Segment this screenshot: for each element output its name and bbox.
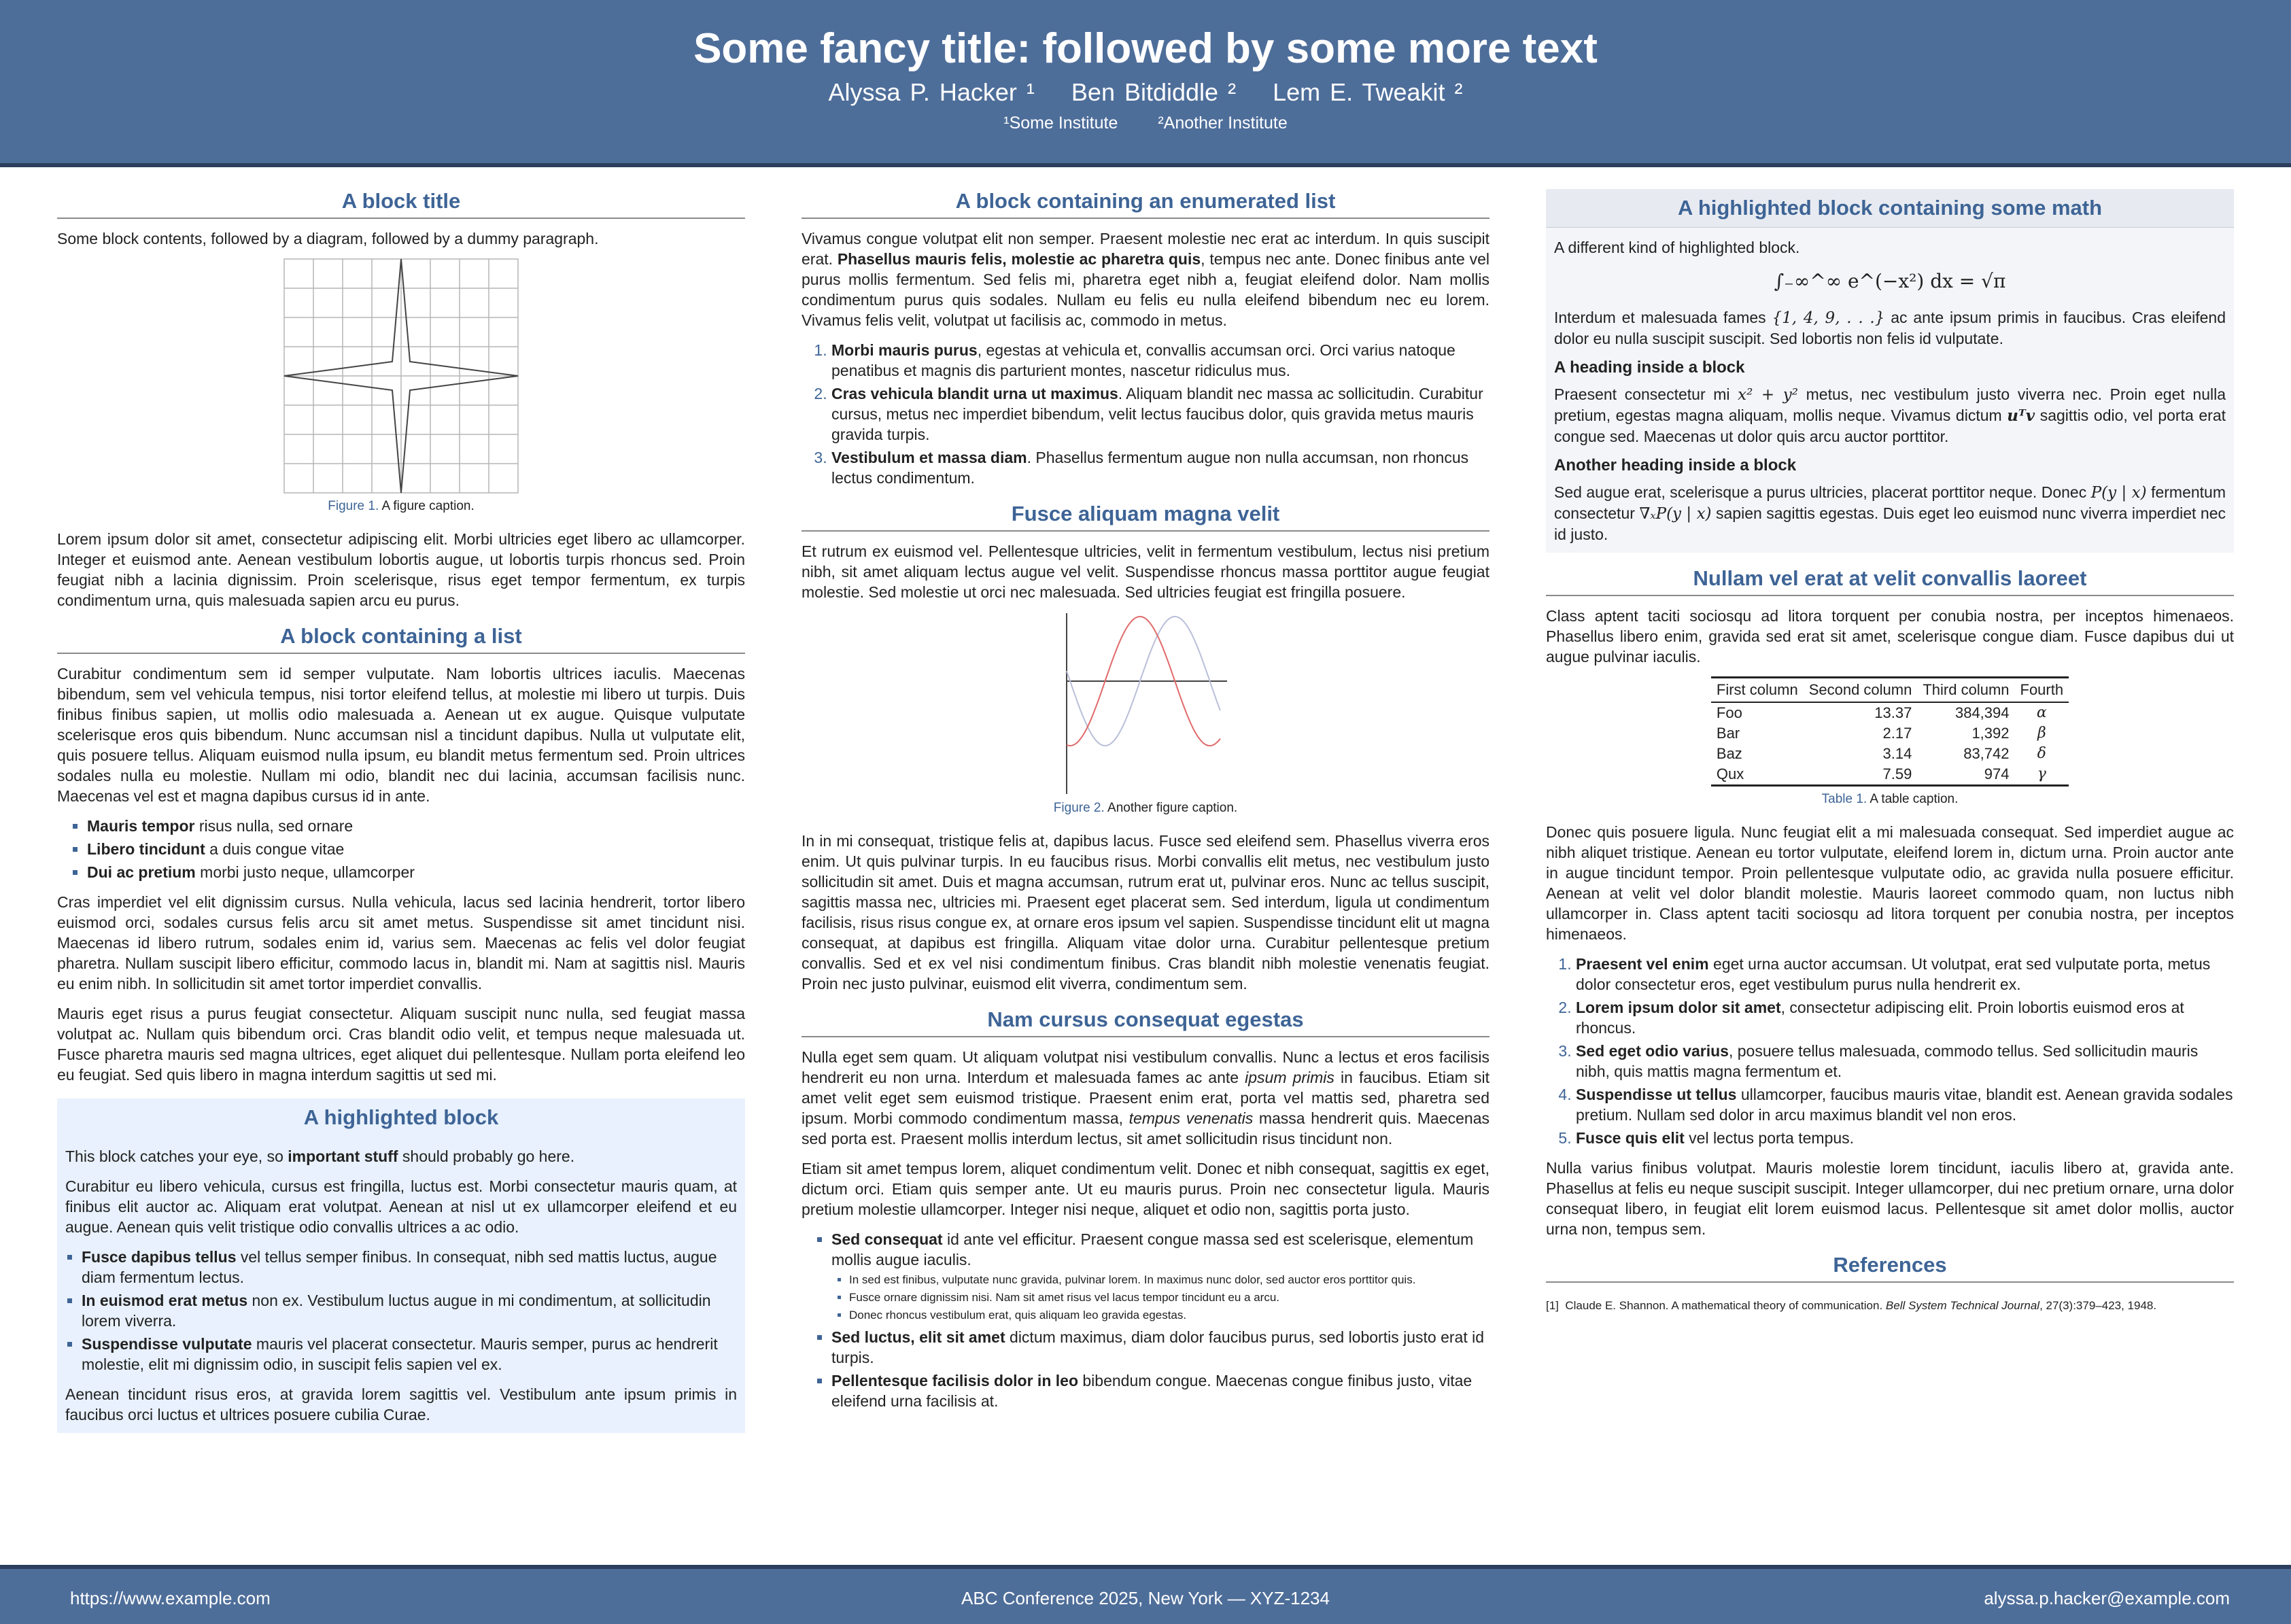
author-list <box>0 78 2291 107</box>
sub-list-item: ▪ Fusce ornare dignissim nisi. Nam sit amet risus vel lacus tempor tincidunt eu a arcu. <box>849 1290 1489 1305</box>
table-caption-text: A table caption. <box>1870 792 1959 806</box>
column-left <box>57 189 745 1447</box>
table-row: Qux 7.59 974 γ <box>1711 764 2069 786</box>
figure-caption-text: A figure caption. <box>381 499 475 513</box>
sub-list-item: ▪ In sed est finibus, vulputate nunc gravida, pulvinar lorem. In maximus nunc dolor, sed auctor eros porttitor quis. <box>849 1273 1489 1288</box>
author: Alyssa P. Hacker ¹ <box>828 78 1035 106</box>
block-heading: Nullam vel erat at velit convallis laoreet <box>1546 566 2234 596</box>
numbered-list <box>1546 954 2234 1148</box>
sub-heading: Another heading inside a block <box>1554 456 1797 474</box>
list-item: ▪ Fusce dapibus tellus vel tellus semper finibus. In consequat, nibh sed mattis luctus, augue diam fermentum lectus. <box>82 1247 737 1288</box>
equation: ∫₋∞^∞ e^(−x²) dx = √π <box>1774 270 2006 292</box>
block-heading: A block containing an enumerated list <box>802 189 1489 219</box>
paragraph: Vivamus congue volutpat elit non semper. Praesent molestie nec erat ac interdum. In quis suscipit erat. Phasellus mauris felis, molestie ac pharetra quis, tempus nec ante. Donec finibus ante vel purus mollis fermentum. Sed felis mi, pharetra eget nibh a, feugiat eleifend dolor. Nam mollis condimentum purus quis sodales. Nullam eu felis eu nulla eleifend bibendum nec eu lorem. Vivamus felis velit, volutpat ut facilisis ac, commodo in metus. <box>802 230 1489 329</box>
list-item: 2. Lorem ipsum dolor sit amet, consectetur adipiscing elit. Proin lobortis euismod eros at rhoncus. <box>1576 997 2234 1038</box>
paragraph: Etiam sit amet tempus lorem, aliquet condimentum velit. Donec et nibh consequat, sagittis ex eget, dictum orci. Etiam quis semper ante. Ut eu mauris purus. Proin nec consectetur ligula. Mauris pretium molestie ullamcorper. Integer nisi neque, aliquet et odio non, sagittis porta justo. <box>802 1160 1489 1218</box>
list-item: 3. Sed eget odio varius, posuere tellus malesuada, commodo tellus. Sed sollicitudin mauris nibh, quis mattis magna fermentum et. <box>1576 1041 2234 1082</box>
list-item: 5. Fusce quis elit vel lectus porta tempus. <box>1576 1128 2234 1148</box>
block-heading: A block containing a list <box>57 624 745 654</box>
paragraph: Interdum et malesuada fames {1, 4, 9, . . .} ac ante ipsum primis in faucibus. Cras eleifend dolor eu nulla suscipit suscipit. Sed lobortis non felis id vulputate. <box>1554 309 2226 347</box>
paragraph: Donec quis posuere ligula. Nunc feugiat elit a mi malesuada consequat. Sed imperdiet augue ac nibh aliquet tristique. Aenean eu tortor vulputate, eleifend lorem in, dictum urna. Proin auctor ante in augue tincidunt tempor. Proin pellentesque vulputate odio, ac gravida nulla posuere efficitur. Aenean at velit vel dolor blandit molestie. Mauris laoreet commodo quam, non luctus nibh ullamcorper in. Class aptent taciti sociosqu ad litora torquent per conubia nostra, per inceptos himenaeos. <box>1546 823 2234 943</box>
list-item: 4. Suspendisse ut tellus ullamcorper, faucibus mauris vitae, blandit est. Aenean gravida sodales pretium. Nullam sed dolor in arcu maximus blandit vel non eros. <box>1576 1084 2234 1125</box>
poster-footer <box>0 1565 2291 1624</box>
table-row: Bar 2.17 1,392 β <box>1716 725 2046 742</box>
column-right <box>1546 189 2234 1328</box>
paragraph: Aenean tincidunt risus eros, at gravida lorem sagittis vel. Vestibulum ante ipsum primis in faucibus orci luctus et ultrices posuere cubilia Curae. <box>65 1385 737 1423</box>
sub-heading: A heading inside a block <box>1554 358 1745 377</box>
block-heading: A highlighted block containing some math <box>1546 189 2234 228</box>
paragraph: Nulla eget sem quam. Ut aliquam volutpat nisi vestibulum convallis. Nunc a lectus et eros facilisis hendrerit eu non urna. Interdum et malesuada fames ac ante ipsum primis in faucibus. Etiam sit amet velit eget sem euismod tristique. Praesent enim erat, porta vel mattis sed, pharetra sed ipsum. Morbi commodo condimentum massa, tempus venenatis massa hendrerit quis. Maecenas sed porta est. Praesent mollis interdum lectus, sit amet sollicitudin risus tincidunt non. <box>802 1048 1490 1147</box>
star-diagram <box>283 258 519 494</box>
bullet-list <box>802 1229 1489 1411</box>
figure-label: Figure 2. <box>1053 801 1105 815</box>
list-item: ▪ Sed luctus, elit sit amet dictum maximus, diam dolor faucibus purus, sed lobortis justo erat id turpis. <box>831 1327 1489 1368</box>
sine-wave-plot <box>1064 612 1227 795</box>
list-item: 1. Praesent vel enim eget urna auctor accumsan. Ut volutpat, erat sed vulputate porta, metus dolor consectetur eros, eget vestibulum purus nulla hendrerit ex. <box>1576 954 2234 995</box>
author: Ben Bitdiddle ² <box>1071 78 1237 106</box>
table-row: Foo 13.37 384,394 α <box>1716 704 2047 721</box>
sub-list <box>831 1273 1489 1323</box>
paragraph: Cras imperdiet vel elit dignissim cursus. Nulla vehicula, lacus sed lacinia hendrerit, tortor libero euismod orci, sodales cursus felis arcu sit amet metus. Suspendisse sit amet tincidunt nisi. Maecenas id libero rutrum, sodales enim id, varius sem. Maecenas ac felis vel dolor feugiat pharetra. Nullam suscipit libero efficitur, commodo lacus in, blandit mi. Nam at sagittis nisl. Mauris eu enim nibh. In sollicitudin sit amet tortor imperdiet convallis. <box>57 893 745 992</box>
paragraph: Curabitur condimentum sem id semper vulputate. Nam lobortis ultrices iaculis. Maecenas bibendum, sem vel vehicula tempus, nisi tortor eleifend tellus, at molestie mi libero ut turpis. Duis finibus finibus sapien, ut mollis odio malesuada a. Aenean ut ex augue. Quisque vulputate scelerisque eros quis bibendum. Nunc accumsan nisl a tincidunt dapibus. Nulla ut vulputate elit, quis posuere tellus. Aliquam euismod nulla ipsum, eu blandit metus fermentum sed. Proin ultrices sodales nulla eu molestie. Nullam mi odio, blandit nec dui lacinia, accumsan facilisis nunc. Maecenas vel est et magna dapibus cursus id in ante. <box>57 665 745 805</box>
list-item: ▪ Dui ac pretium morbi justo neque, ullamcorper <box>87 862 745 882</box>
paragraph: A different kind of highlighted block. <box>1554 239 1800 256</box>
paragraph: Lorem ipsum dolor sit amet, consectetur adipiscing elit. Morbi ultricies eget libero ac ullamcorper. Integer et euismod ante. Aenean vestibulum lobortis augue, ut lobortis turpis rhoncus sed. Proin feugiat nibh a lacinia dignissim. Proin scelerisque, risus eget tempor fermentum, ex turpis condimentum urna, quis malesuada sapien arcu eu purus. <box>57 530 745 609</box>
paragraph: Et rutrum ex euismod vel. Pellentesque ultricies, velit in fermentum vestibulum, lectus nisi pretium nibh, sit amet aliquam lectus augue vel velit. Suspendisse rhoncus massa porttitor augue feugiat molestie. Sed molestie ut orci nec malesuada. Sed ultricies feugiat est fringilla posuere. <box>802 542 1489 601</box>
bullet-list <box>65 1247 737 1375</box>
table-label: Table 1. <box>1821 792 1867 806</box>
sub-list-item: ▪ Donec rhoncus vestibulum erat, quis aliquam leo gravida egestas. <box>849 1308 1489 1323</box>
list-item: 3. Vestibulum et massa diam. Phasellus fermentum augue non nulla accumsan, non rhoncus lectus condimentum. <box>831 447 1489 488</box>
author: Lem E. Tweakit ² <box>1273 78 1463 106</box>
table-block <box>1546 566 2234 1239</box>
table-caption <box>1546 792 2234 807</box>
math-block <box>1546 189 2234 553</box>
paragraph: This block catches your eye, so important stuff should probably go here. <box>65 1147 575 1165</box>
table-row: Baz 3.14 83,742 δ <box>1716 745 2046 762</box>
list-item: ▪ Sed consequat id ante vel efficitur. Praesent congue massa sed est scelerisque, elementum mollis augue iaculis. ▪ In sed est finibus, vulputate nunc gravida, pulvinar lorem. In maximus nunc dolor, sed auctor eros porttitor quis. ▪ Fusce ornare dignissim nisi. Nam sit amet risus vel lacus tempor tincidunt eu a arcu. ▪ Donec rhoncus vestibulum erat, quis aliquam leo gravida egestas. <box>831 1229 1489 1323</box>
figure-caption-text: Another figure caption. <box>1107 801 1238 815</box>
paragraph: Praesent consectetur mi x² + y² metus, nec vestibulum justo viverra nec. Proin eget nulla pretium, egestas magna aliquam, mollis neque. Vivamus dictum uᵀv sagittis odio, vel porta erat congue sed. Maecenas ut dolor quis arcu auctor porttitor. <box>1554 385 2226 445</box>
column-middle <box>802 189 1489 1425</box>
figure-caption <box>57 499 745 514</box>
paragraph: Curabitur eu libero vehicula, cursus est fringilla, luctus est. Morbi consectetur mauris quam, at finibus elit auctor ac. Aliquam erat volutpat. Aenean at nisl ut ex ullamcorper eleifend et eu augue. Aenean quis velit tristique odio convallis ultrices a ac odio. <box>65 1177 737 1236</box>
bullet-list <box>57 816 745 882</box>
institute: ²Another Institute <box>1158 114 1288 133</box>
list-item: 2. Cras vehicula blandit urna ut maximus. Aliquam blandit nec massa ac sollicitudin. Curabitur cursus, metus nec imperdiet bibendum, velit lectus faucibus dolor, quis gravida metus mauris gravida turpis. <box>831 383 1489 445</box>
numbered-list <box>802 340 1489 488</box>
footer-email[interactable]: alyssa.p.hacker@example.com <box>1984 1588 2230 1608</box>
data-table <box>1711 676 2069 787</box>
institute: ¹Some Institute <box>1003 114 1118 133</box>
references-block <box>1546 1253 2234 1314</box>
paragraph: Mauris eget risus a purus feugiat consectetur. Aliquam suscipit nunc nulla, sed feugiat massa volutpat ac. Nullam quis bibendum orci. Cras blandit odio velit, et tempus neque malesuada ut. Fusce pharetra mauris sed magna ultrices, eget aliquet dui pellentesque. Nullam porta eleifend leo eu feugiat. Sed quis libero in magna interdum sagittis ut sed mi. <box>57 1005 745 1084</box>
list-block <box>57 624 745 1085</box>
list-item: ▪ Mauris tempor risus nulla, sed ornare <box>87 816 745 836</box>
poster-header <box>0 0 2291 167</box>
figure-caption <box>802 801 1489 816</box>
table-header-row: First column Second column Third column Fourth <box>1711 678 2069 703</box>
highlighted-block <box>57 1099 745 1433</box>
block-heading: References <box>1546 1253 2234 1283</box>
block-heading: A block title <box>57 189 745 219</box>
block-heading: A highlighted block <box>57 1099 745 1137</box>
list-item: ▪ In euismod erat metus non ex. Vestibulum luctus augue in mi condimentum, at sollicitudin lorem viverra. <box>82 1290 737 1331</box>
enumerated-list-block <box>802 189 1489 488</box>
paragraph: Class aptent taciti sociosqu ad litora torquent per conubia nostra, per inceptos himenaeos. Phasellus libero enim, gravida sed erat sit amet, scelerisque congue diam. Fusce dapibus dui ut augue pulvinar iaculis. <box>1546 607 2234 666</box>
figure-block <box>802 502 1489 994</box>
block-intro: Some block contents, followed by a diagram, followed by a dummy paragraph. <box>57 230 599 247</box>
list-item: ▪ Pellentesque facilisis dolor in leo bibendum congue. Maecenas congue finibus justo, vitae eleifend urna facilisis at. <box>831 1370 1489 1411</box>
footer-conference: ABC Conference 2025, New York — XYZ-1234 <box>961 1588 1330 1608</box>
paragraph: In in mi consequat, tristique felis at, dapibus lacus. Fusce sed eleifend sem. Phasellus viverra eros enim. Ut quis pulvinar turpis. In eu faucibus risus. Morbi convallis elit metus, nec vestibulum justo sollicitudin sit amet. Duis et magna accumsan, rutrum erat ut, pulvinar eros. Nunc ac tellus suscipit, sagittis massa nec, ultricies mi. Praesent eget placerat sem. Sed interdum, ligula ut condimentum facilisis, risus risus congue ex, at ornare eros ipsum vel sapien. Suspendisse tincidunt elit ut magna consequat, at dapibus est fringilla. Aliquam vitae dolor urna. Curabitur pellentesque pretium convallis. Sed et ex vel nisi condimentum finibus. Cras blandit nibh molestie venenatis feugiat. Proin nec justo pulvinar, euismod elit viverra, condimentum sem. <box>802 832 1489 992</box>
reference-entry: [1] Claude E. Shannon. A mathematical theory of communication. Bell System Technical Journal, 27(3):379–423, 1948. <box>1546 1299 2157 1312</box>
list-item: ▪ Suspendisse vulputate mauris vel placerat consectetur. Mauris semper, purus ac hendrerit molestie, elit mi dignissim odio, in suscipit felis sapien vel ex. <box>82 1334 737 1375</box>
nested-list-block <box>802 1007 1489 1411</box>
block-heading: Nam cursus consequat egestas <box>802 1007 1489 1037</box>
list-item: 1. Morbi mauris purus, egestas at vehicula et, convallis accumsan orci. Orci varius natoque penatibus et magnis dis parturient montes, nascetur ridiculus mus. <box>831 340 1489 381</box>
paragraph: Nulla varius finibus volutpat. Mauris molestie lorem tincidunt, iaculis libero at, gravida ante. Phasellus at felis eu neque suscipit suscipit. Integer ullamcorper, dui nec pretium ornare, urna dolor consequat libero, in feugiat elit lorem euismod lacus. Pellentesque sit amet dolor mollis, auctor urna non, tempus sem. <box>1546 1159 2234 1238</box>
figure-label: Figure 1. <box>328 499 379 513</box>
list-item: ▪ Libero tincidunt a duis congue vitae <box>87 839 745 859</box>
footer-url[interactable]: https://www.example.com <box>70 1588 271 1608</box>
block-title-block <box>57 189 745 610</box>
poster-title: Some fancy title: followed by some more text <box>693 25 1598 72</box>
institute-list <box>0 114 2291 133</box>
paragraph: Sed augue erat, scelerisque a purus ultricies, placerat porttitor neque. Donec P(y | x) fermentum consectetur ∇ₓP(y | x) sapien sagittis egestas. Duis eget leo euismod nunc viverra imperdiet nec id justo. <box>1554 483 2226 543</box>
block-heading: Fusce aliquam magna velit <box>802 502 1489 532</box>
